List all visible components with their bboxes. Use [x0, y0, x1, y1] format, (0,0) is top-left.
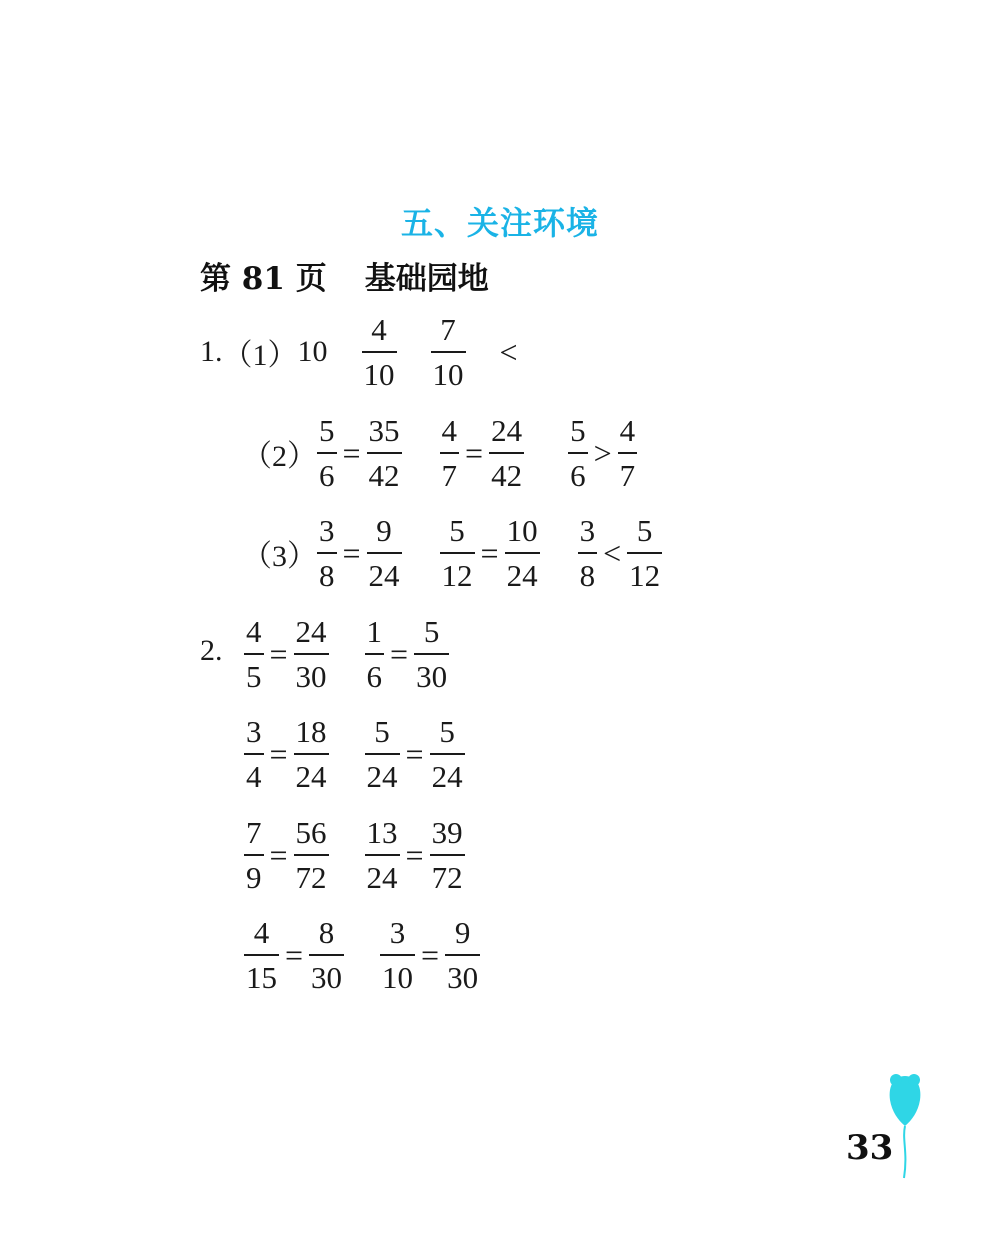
fraction-denominator: 24: [366, 860, 398, 895]
q2-number: 2.: [200, 634, 223, 667]
compare-sign: <: [603, 534, 622, 571]
fraction-denominator: 30: [295, 659, 327, 694]
fraction-denominator: 24: [295, 759, 327, 794]
q1-part2-label: （2）: [242, 440, 317, 473]
q1-part1-row: [200, 297, 524, 407]
fraction-denominator: 5: [246, 659, 262, 694]
fraction-denominator: 12: [441, 558, 473, 593]
fraction-numerator: 10: [506, 513, 538, 548]
fraction-numerator: 24: [491, 413, 523, 448]
fraction: [568, 415, 588, 491]
fraction: [317, 515, 337, 591]
heading-page-ref: 第 81 页: [200, 261, 327, 297]
fraction-denominator: 42: [368, 458, 400, 493]
equals-sign: =: [465, 434, 484, 471]
fraction: [244, 817, 264, 893]
compare-sign: >: [593, 434, 612, 471]
equals-sign: =: [269, 635, 288, 672]
fraction-numerator: 5: [319, 413, 335, 448]
fraction-denominator: 4: [246, 759, 262, 794]
fraction-numerator: 56: [295, 815, 327, 850]
fraction-denominator: 72: [295, 860, 327, 895]
section-title: 五、关注环境: [400, 204, 599, 242]
fraction-numerator: 3: [579, 513, 596, 548]
fraction: [380, 917, 415, 993]
fraction-denominator: 24: [368, 558, 400, 593]
fraction-numerator: 4: [253, 915, 270, 950]
fraction: [309, 917, 344, 993]
fraction-denominator: 10: [382, 960, 414, 995]
q1-part1-label: （1）: [222, 339, 298, 372]
fraction-numerator: 4: [441, 413, 458, 448]
fraction-denominator: 8: [319, 558, 335, 593]
fraction: [489, 415, 524, 491]
q1-part3-row: [242, 498, 662, 608]
fraction: [294, 616, 329, 692]
fraction-numerator: 4: [619, 413, 636, 448]
fraction-numerator: 9: [454, 915, 471, 950]
fraction-denominator: 8: [579, 558, 596, 593]
fraction-numerator: 1: [366, 614, 383, 649]
q1-part1-value: 10: [297, 335, 328, 368]
fraction-numerator: 35: [368, 413, 400, 448]
fraction: [618, 415, 638, 491]
fraction-numerator: 39: [431, 815, 463, 850]
heading-topic: 基础园地: [364, 261, 489, 297]
fraction-denominator: 7: [441, 458, 458, 493]
fraction: [367, 515, 402, 591]
fraction-denominator: 42: [491, 458, 523, 493]
fraction: [294, 817, 329, 893]
fraction-numerator: 5: [374, 714, 390, 749]
equals-sign: =: [405, 735, 424, 772]
fraction: [440, 515, 475, 591]
fraction: [505, 515, 540, 591]
fraction: [365, 616, 385, 692]
fraction: [362, 314, 397, 390]
fraction-denominator: 10: [363, 357, 395, 392]
fraction-denominator: 10: [432, 357, 464, 392]
fraction-numerator: 4: [371, 312, 387, 347]
fraction-numerator: 24: [295, 614, 327, 649]
q2-row: [244, 900, 480, 1010]
fraction-numerator: 8: [318, 915, 335, 950]
fraction-denominator: 24: [431, 759, 463, 794]
fraction-denominator: 24: [506, 558, 538, 593]
fraction-numerator: 5: [570, 413, 586, 448]
fraction-denominator: 30: [311, 960, 343, 995]
equals-sign: =: [480, 534, 499, 571]
equals-sign: =: [269, 836, 288, 873]
equals-sign: =: [390, 635, 409, 672]
fraction: [367, 415, 402, 491]
fraction-numerator: 3: [319, 513, 335, 548]
fraction-numerator: 3: [246, 714, 262, 749]
fraction-denominator: 12: [629, 558, 661, 593]
fraction-numerator: 7: [246, 815, 262, 850]
fraction-denominator: 6: [570, 458, 586, 493]
page-heading: [200, 253, 489, 298]
fraction: [244, 716, 264, 792]
fraction: [430, 817, 465, 893]
fraction-numerator: 4: [246, 614, 262, 649]
q1-part3-label: （3）: [242, 540, 317, 573]
fraction: [244, 616, 264, 692]
fraction-numerator: 18: [295, 714, 327, 749]
compare-sign: <: [499, 333, 518, 370]
fraction-denominator: 72: [431, 860, 463, 895]
equals-sign: =: [421, 936, 440, 973]
fraction: [445, 917, 480, 993]
fraction-denominator: 6: [319, 458, 335, 493]
equals-sign: =: [269, 735, 288, 772]
fraction-denominator: 30: [447, 960, 479, 995]
fraction: [430, 716, 465, 792]
fraction: [317, 415, 337, 491]
fraction: [244, 917, 279, 993]
equals-sign: =: [405, 836, 424, 873]
fraction-numerator: 7: [440, 312, 456, 347]
fraction-denominator: 15: [246, 960, 277, 995]
q2-row: [244, 699, 465, 809]
q1-number: 1.: [200, 335, 223, 368]
fraction-denominator: 7: [619, 458, 636, 493]
q1-part2-row: [242, 398, 637, 508]
fraction-numerator: 5: [423, 614, 440, 649]
equals-sign: =: [342, 534, 361, 571]
equals-sign: =: [342, 434, 361, 471]
fraction: [627, 515, 662, 591]
page-number: 33: [846, 1128, 894, 1168]
fraction: [431, 314, 466, 390]
fraction: [578, 515, 598, 591]
fraction-numerator: 5: [636, 513, 653, 548]
fraction: [440, 415, 460, 491]
fraction: [365, 817, 400, 893]
fraction-numerator: 9: [376, 513, 392, 548]
fraction: [414, 616, 449, 692]
fraction-numerator: 13: [366, 815, 398, 850]
fraction-numerator: 5: [449, 513, 465, 548]
q2-row: [244, 599, 449, 709]
fraction: [365, 716, 400, 792]
fraction-denominator: 24: [366, 759, 398, 794]
fraction-numerator: 3: [389, 915, 406, 950]
fraction-denominator: 30: [416, 659, 448, 694]
q2-row: [244, 800, 465, 910]
fraction: [294, 716, 329, 792]
fraction-denominator: 9: [246, 860, 262, 895]
fraction-denominator: 6: [366, 659, 383, 694]
equals-sign: =: [285, 936, 304, 973]
fraction-numerator: 5: [439, 714, 455, 749]
